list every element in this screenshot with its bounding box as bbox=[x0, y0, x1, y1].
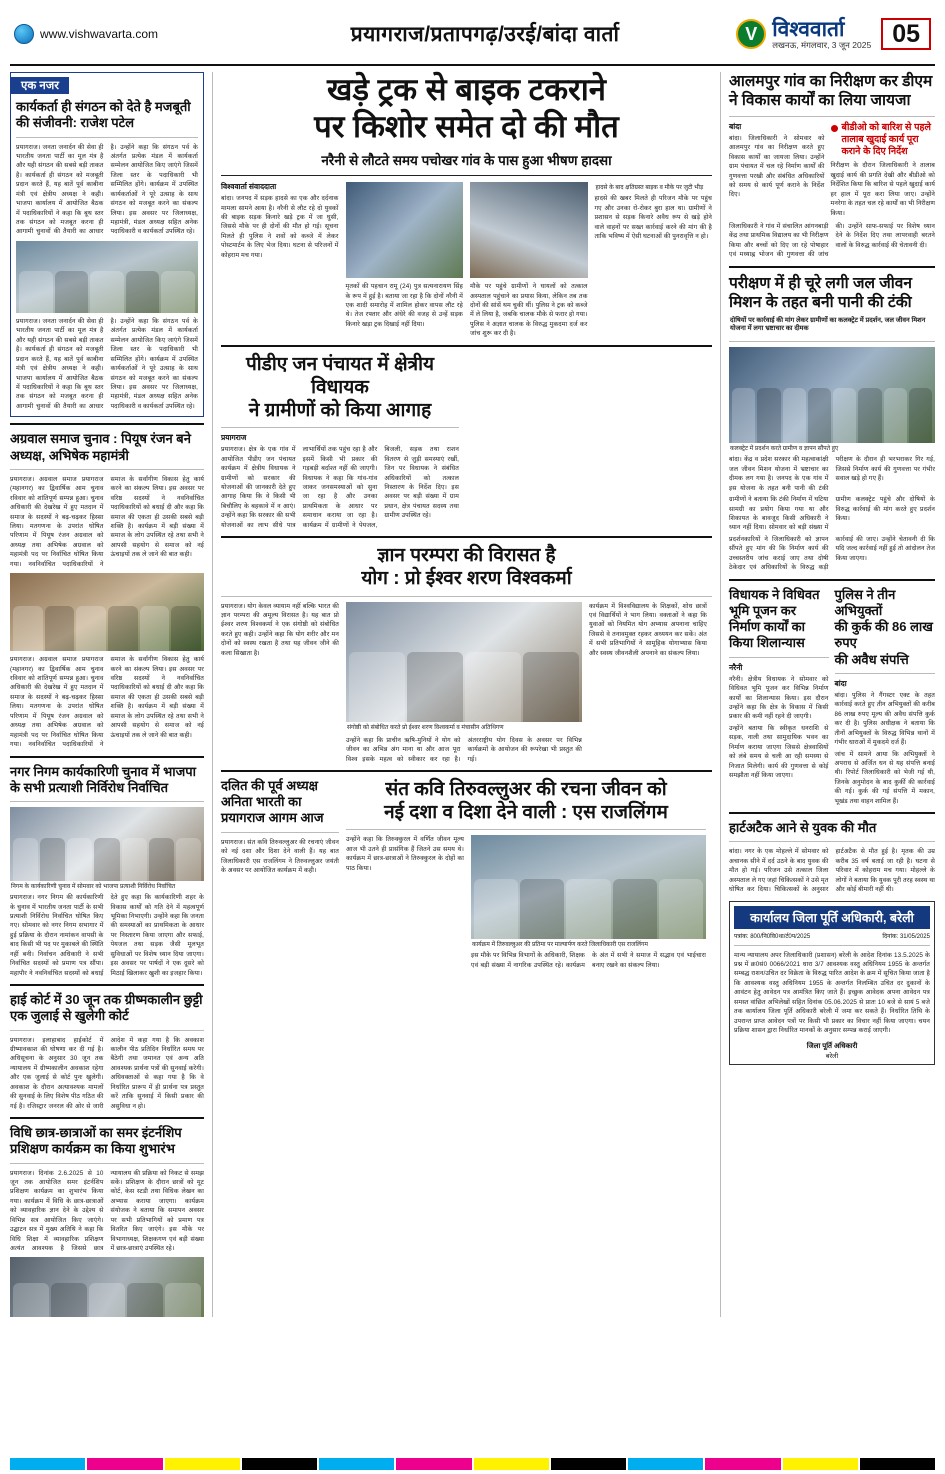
ek-nazar-box bbox=[10, 72, 204, 417]
lead-photo-2 bbox=[470, 182, 588, 278]
right-story-3-byline: नरैनी bbox=[729, 662, 743, 672]
left-story-2-headline: अग्रवाल समाज चुनाव : पियूष रंजन बने अध्यक्ष, अभिषेक महामंत्री bbox=[10, 431, 191, 463]
government-notice bbox=[729, 901, 935, 1065]
left-story-3-caption: निगम के कार्यकारिणी चुनाव में सोमवार को भाजपा प्रत्याशी निर्विरोध निर्वाचित bbox=[11, 884, 176, 890]
left-story-2-body: प्रयागराज। अग्रवाल समाज प्रयागराज (महानगर) का द्विवार्षिक आम चुनाव रविवार को शांतिपूर्ण सम्पन्न हुआ। चुनाव अधिकारी की देखरेख में हुए मतदान में समाज के सदस्यों ने बढ़-चढ़कर हिस्सा लिया। मतगणना के उपरांत घोषित परिणाम में पियूष रंजन अग्रवाल को अध्यक्ष तथा अभिषेक अग्रवाल को महामंत्री पद पर निर्वाचित घोषित किया गया। नवनिर्वाचित पदाधिकारियों ने समाज के सर्वांगीण विकास हेतु कार्य करने का संकल्प लिया। इस अवसर पर वरिष्ठ सदस्यों ने नवनिर्वाचित पदाधिकारियों को बधाई दी और कहा कि समाज की एकता ही उसकी सबसे बड़ी शक्ति है। कार्यक्रम में बड़ी संख्या में समाज के लोग उपस्थित रहे तथा सभी ने आपसी सहयोग से समाज को नई ऊंचाइयों तक ले जाने की बात कही। bbox=[10, 656, 204, 749]
lead-photo bbox=[346, 182, 464, 278]
left-story-3-photo bbox=[10, 807, 204, 881]
mid-story-4-col-1: प्रयागराज। संत कवि तिरुवल्लुअर की रचनाएं जीवन को नई दशा और दिशा देने वाली हैं। यह बात जिलाधिकारी एस राजलिंगम ने तिरुवल्लुअर जयंती के अवसर पर आयोजित कार्यक्रम में कही। bbox=[221, 838, 339, 875]
mid-story-3-col-3: कार्यक्रम में विश्वविद्यालय के शिक्षकों, शोध छात्रों एवं विद्यार्थियों ने भाग लिया। वक्ताओं ने कहा कि युवाओं को नियमित योग अभ्यास अपनाना चाहिए जिससे वे तनावमुक्त रहकर अध्ययन कर सकें। अंत में सभी प्रतिभागियों ने सामूहिक योगाभ्यास किया और स्वस्थ जीवनशैली अपनाने का संकल्प लिया। bbox=[589, 602, 707, 657]
lead-col-2: मृतकों की पहचान रामू (24) पुत्र सत्यनारायण सिंह के रूप में हुई है। बताया जा रहा है कि दोनों नरैनी में एक शादी समारोह में शामिल होकर वापस लौट रहे थे। तेज रफ्तार और अंधेरे की वजह से उन्हें सड़क किनारे खड़ा ट्रक दिखाई नहीं दिया। bbox=[345, 283, 463, 328]
right-story-2-subhead: दोषियों पर कार्रवाई की मांग लेकर ग्रामीणों का कलक्ट्रेट में प्रदर्शन, जल जीवन मिशन योजना में लगा भ्रष्टाचार का दीमक bbox=[730, 316, 926, 333]
mid-story-2-headline-line1: पीडीए जन पंचायत में क्षेत्रीय विधायक bbox=[245, 353, 435, 398]
publication-name: विश्ववार्ता bbox=[772, 17, 845, 41]
mid-story-4-caption: कार्यक्रम में तिरुवल्लुअर की प्रतिमा पर माल्यार्पण करते जिलाधिकारी एस राजलिंगम bbox=[472, 942, 648, 949]
masthead bbox=[10, 0, 935, 66]
logo-mark-icon: V bbox=[736, 19, 766, 49]
lead-byline: विश्ववार्ता संवाददाता bbox=[221, 182, 277, 192]
mid-story-4-kicker: दलित की पूर्व अध्यक्ष अनिता भारती का प्रयागराज आगम आज bbox=[221, 777, 324, 826]
middle-column bbox=[212, 72, 712, 1317]
left-story-5-body: प्रयागराज। दिनांक 2.6.2025 से 10 जून तक आयोजित समर इंटर्नशिप प्रशिक्षण कार्यक्रम का शुभारंभ किया गया। कार्यक्रम में विधि के छात्र-छात्राओं को व्यावहारिक ज्ञान देने के उद्देश्य से विभिन्न सत्र आयोजित किए जाएंगे। उद्घाटन सत्र में मुख्य अतिथि ने कहा कि विधि शिक्षा में व्यावहारिक प्रशिक्षण अत्यंत आवश्यक है जिससे छात्र न्यायालय की प्रक्रिया को निकट से समझ सकें। प्रशिक्षण के दौरान छात्रों को मूट कोर्ट, केस स्टडी तथा विधिक लेखन का अभ्यास कराया जाएगा। कार्यक्रम संयोजक ने बताया कि समापन अवसर पर सभी प्रतिभागियों को प्रमाण पत्र वितरित किए जाएंगे। इस मौके पर विभागाध्यक्ष, शिक्षकगण एवं बड़ी संख्या में छात्र-छात्राएं उपस्थित रहे। bbox=[10, 1169, 204, 1253]
left-story-5-headline: विधि छात्र-छात्राओं का समर इंटर्नशिप प्रशिक्षण कार्यक्रम का किया शुभारंभ bbox=[10, 1125, 182, 1157]
right-story-4-col-2: जांच में सामने आया कि अभियुक्तों ने अपराध से अर्जित धन से यह संपत्ति बनाई थी। रिपोर्ट जिलाधिकारी को भेजी गई थी, जिनके अनुमोदन के बाद कुर्की की कार्रवाई की गई। कुर्क की गई संपत्ति में मकान, भूखंड तथा वाहन शामिल हैं। bbox=[834, 750, 935, 805]
lead-col-3: मौके पर पहुंचे ग्रामीणों ने घायलों को तत्काल अस्पताल पहुंचाने का प्रयास किया, लेकिन तब तक दोनों की सांसें थम चुकी थीं। पुलिस ने ट्रक को कब्जे में ले लिया है, जबकि चालक मौके से फरार हो गया। पुलिस ने अज्ञात चालक के विरुद्ध मुकदमा दर्ज कर जांच शुरू कर दी है। bbox=[470, 283, 588, 338]
right-story-4-headline-line1: पुलिस ने तीन अभियुक्तों bbox=[834, 586, 896, 618]
mid-story-2-byline: प्रयागराज bbox=[221, 433, 247, 443]
mid-story-4-col-2: उन्होंने कहा कि तिरुक्कुरल में वर्णित जीवन मूल्य आज भी उतने ही प्रासंगिक हैं जितने उस समय थे। कार्यक्रम में छात्र-छात्राओं ने तिरुक्कुरल के दोहों का पाठ किया। bbox=[346, 836, 464, 872]
notice-ref-right: दिनांक: 31/05/2025 bbox=[882, 933, 930, 940]
notice-ref-left: पत्रांक: 800/नि0वि0था/र्ट0प/2025 bbox=[734, 933, 811, 940]
right-story-4-byline: बांदा bbox=[834, 678, 847, 688]
mid-story-2-headline-line2: ने ग्रामीणों को किया आगाह bbox=[248, 400, 432, 422]
left-column bbox=[10, 72, 204, 1317]
left-story-1-headline: कार्यकर्ता ही संगठन को देते है मजबूती की संजीवनी: राजेश पटेल bbox=[16, 99, 191, 131]
mid-story-3-col-1: प्रयागराज। योग केवल व्यायाम नहीं बल्कि भारत की ज्ञान परम्परा की अमूल्य विरासत है। यह बात प्रो ईश्वर शरण विश्वकर्मा ने एक संगोष्ठी को संबोधित करते हुए कही। उन्होंने कहा कि योग शरीर और मन दोनों को स्वस्थ रखता है तथा यह जीवन जीने की कला सिखाता है। bbox=[221, 602, 339, 657]
mid-story-3-headline-line2: योग : प्रो ईश्वर शरण विश्वकर्मा bbox=[361, 568, 572, 590]
mid-story-4-photo bbox=[471, 835, 706, 939]
publication-dateline: लखनऊ, मंगलवार, 3 जून 2025 bbox=[772, 39, 872, 50]
mid-story-2-body: प्रयागराज। क्षेत्र के एक गांव में आयोजित पीडीए जन पंचायत कार्यक्रम में क्षेत्रीय विधायक ने ग्रामीणों को सरकार की योजनाओं की जानकारी देते हुए आगाह किया कि वे किसी भी बिचौलिए के बहकावे में न आएं। उन्होंने कहा कि सरकार की सभी योजनाओं का लाभ सीधे पात्र लाभार्थियों तक पहुंच रहा है और इसमें किसी भी प्रकार की गड़बड़ी बर्दाश्त नहीं की जाएगी। विधायक ने कहा कि गांव-गांव जाकर जनसमस्याओं को सुना जा रहा है और उनका प्राथमिकता के आधार पर समाधान कराया जा रहा है। कार्यक्रम में ग्रामीणों ने पेयजल, बिजली, सड़क तथा राशन वितरण से जुड़ी समस्याएं रखीं, जिन पर विधायक ने संबंधित अधिकारियों को तत्काल निस्तारण के निर्देश दिए। इस अवसर पर बड़ी संख्या में ग्राम प्रधान, क्षेत्र पंचायत सदस्य तथा ग्रामीण उपस्थित रहे। bbox=[221, 446, 459, 529]
masthead-website[interactable] bbox=[14, 24, 234, 44]
edition-line-wrap bbox=[234, 20, 736, 48]
right-story-3-headline-line2: निर्माण कार्यों का किया शिलान्यास bbox=[729, 619, 805, 651]
left-story-1-photo bbox=[16, 241, 198, 313]
lead-subhead: नरैनी से लौटते समय पचोखर गांव के पास हुआ भीषण हादसा bbox=[321, 153, 612, 169]
right-story-1-col-1: बांदा। जिलाधिकारी ने सोमवार को आलमपुर गांव का निरीक्षण करते हुए विकास कार्यों का जायजा लिया। उन्होंने ग्राम पंचायत में चल रहे निर्माण कार्यों की गुणवत्ता परखी और संबंधित अधिकारियों को समय से कार्य पूर्ण कराने के निर्देश दिए। bbox=[729, 134, 825, 199]
right-story-5-body: बांदा। नगर के एक मोहल्ले में सोमवार को अचानक सीने में दर्द उठने के बाद युवक की मौत हो गई। परिजन उसे तत्काल जिला अस्पताल ले गए जहां चिकित्सकों ने उसे मृत घोषित कर दिया। चिकित्सकों के अनुसार हार्टअटैक से मौत हुई है। मृतक की उम्र करीब 35 वर्ष बताई जा रही है। घटना से परिवार में कोहराम मच गया। मोहल्ले के लोगों ने बताया कि युवक पूरी तरह स्वस्थ था और कोई बीमारी नहीं थी। bbox=[729, 848, 935, 894]
mid-story-4-kicker-col bbox=[221, 778, 339, 970]
right-story-1-headline-line1: आलमपुर गांव का निरीक्षण कर डीएम bbox=[729, 73, 933, 90]
lead-col-4: हादसे की खबर मिलते ही परिजन मौके पर पहुंच गए और उनका रो-रोकर बुरा हाल था। ग्रामीणों ने प्रशासन से सड़क किनारे अवैध रूप से खड़े होने वाले वाहनों पर सख्त कार्रवाई करने की मांग की है ताकि भविष्य में ऐसी घटनाओं की पुनरावृत्ति न हो। bbox=[594, 195, 712, 240]
lead-headline-line2: पर किशोर समेत दो की मौत bbox=[314, 108, 619, 144]
right-story-1-bullet-text: बीडीओ को बारिश से पहले तालाब खुदाई कार्य पूरा कराने के दिए निर्देश bbox=[841, 121, 931, 157]
ek-nazar-tag: एक नजर bbox=[11, 77, 69, 94]
globe-icon bbox=[14, 24, 34, 44]
website-url[interactable]: www.vishwavarta.com bbox=[40, 27, 159, 41]
right-story-5-headline: हार्टअटैक आने से युवक की मौत bbox=[729, 820, 877, 836]
notice-signature: जिला पूर्ति अधिकारी bbox=[806, 1042, 858, 1050]
right-story-2-headline: परीक्षण में ही चूरे लगी जल जीवन मिशन के तहत बनी पानी की टंकी bbox=[729, 274, 913, 312]
left-story-2-intro: प्रयागराज। अग्रवाल समाज प्रयागराज (महानगर) का द्विवार्षिक आम चुनाव रविवार को शांतिपूर्ण सम्पन्न हुआ। चुनाव अधिकारी की देखरेख में हुए मतदान में समाज के सदस्यों ने बढ़-चढ़कर हिस्सा लिया। मतगणना के उपरांत घोषित परिणाम में पियूष रंजन अग्रवाल को अध्यक्ष तथा अभिषेक अग्रवाल को महामंत्री पद पर निर्वाचित घोषित किया गया। नवनिर्वाचित पदाधिकारियों ने समाज के सर्वांगीण विकास हेतु कार्य करने का संकल्प लिया। इस अवसर पर वरिष्ठ सदस्यों ने नवनिर्वाचित पदाधिकारियों को बधाई दी और कहा कि समाज की एकता ही उसकी सबसे बड़ी शक्ति है। कार्यक्रम में बड़ी संख्या में समाज के लोग उपस्थित रहे तथा सभी ने आपसी सहयोग से समाज को नई ऊंचाइयों तक ले जाने की बात कही। bbox=[10, 475, 204, 568]
right-story-2-photo bbox=[729, 347, 935, 443]
right-story-2-col-1: बांदा। केंद्र व प्रदेश सरकार की महत्वाकांक्षी जल जीवन मिशन योजना में भ्रष्टाचार का दीमक लग गया है। जनपद के एक गांव में इस योजना के तहत बनी पानी की टंकी परीक्षण के दौरान ही भरभराकर गिर गई, जिससे निर्माण कार्य की गुणवत्ता पर गंभीर सवाल खड़े हो गए हैं। bbox=[729, 456, 935, 492]
left-story-4-headline: हाई कोर्ट में 30 जून तक ग्रीष्मकालीन छुट्टी एक जुलाई से खुलेगी कोर्ट bbox=[10, 992, 203, 1024]
masthead-right bbox=[736, 18, 931, 51]
left-story-5-photo bbox=[10, 1257, 204, 1317]
left-story-1-body-cont: प्रयागराज। जनता जनार्दन की सेवा ही भारतीय जनता पार्टी का मूल मंत्र है और यही संगठन की सबसे बड़ी ताकत है। कार्यकर्ता ही संगठन को मजबूती प्रदान करते हैं, यह बातें पूर्व काबीना मंत्री एवं क्षेत्रीय अध्यक्ष ने कही। भाजपा कार्यालय में आयोजित बैठक में पदाधिकारियों ने कहा कि बूथ स्तर तक संगठन को मजबूत करना ही आगामी चुनावों की तैयारी का आधार है। उन्होंने कहा कि संगठन पर्व के अंतर्गत प्रत्येक मंडल में कार्यकर्ता सम्मेलन आयोजित किए जाएंगे जिसमें जिला स्तर के पदाधिकारी भी सम्मिलित होंगे। कार्यक्रम में उपस्थित कार्यकर्ताओं ने पूरे उत्साह के साथ संगठन को मजबूत करने का संकल्प लिया। इस अवसर पर जिलाध्यक्ष, महामंत्री, मंडल अध्यक्ष सहित अनेक पदाधिकारी व कार्यकर्ता उपस्थित रहे। bbox=[16, 317, 198, 410]
right-story-2-col-2: ग्रामीणों ने बताया कि टंकी निर्माण में घटिया सामग्री का प्रयोग किया गया था और शिकायत के बावजूद किसी अधिकारी ने ध्यान नहीं दिया। सोमवार को बड़ी संख्या में ग्रामीण कलक्ट्रेट पहुंचे और दोषियों के विरुद्ध कार्रवाई की मांग करते हुए प्रदर्शन किया। bbox=[729, 496, 935, 532]
page-number: 05 bbox=[881, 18, 931, 51]
left-story-1-body: प्रयागराज। जनता जनार्दन की सेवा ही भारतीय जनता पार्टी का मूल मंत्र है और यही संगठन की सबसे बड़ी ताकत है। कार्यकर्ता ही संगठन को मजबूती प्रदान करते हैं, यह बातें पूर्व काबीना मंत्री एवं क्षेत्रीय अध्यक्ष ने कही। भाजपा कार्यालय में आयोजित बैठक में पदाधिकारियों ने कहा कि बूथ स्तर तक संगठन को मजबूत करना ही आगामी चुनावों की तैयारी का आधार है। उन्होंने कहा कि संगठन पर्व के अंतर्गत प्रत्येक मंडल में कार्यकर्ता सम्मेलन आयोजित किए जाएंगे जिसमें जिला स्तर के पदाधिकारी भी सम्मिलित होंगे। कार्यक्रम में उपस्थित कार्यकर्ताओं ने पूरे उत्साह के साथ संगठन को मजबूत करने का संकल्प लिया। इस अवसर पर जिलाध्यक्ष, महामंत्री, मंडल अध्यक्ष सहित अनेक पदाधिकारी व कार्यकर्ता उपस्थित रहे। bbox=[16, 143, 198, 236]
red-dot-icon bbox=[831, 125, 838, 132]
right-story-4-headline-line3: की अवैध संपत्ति bbox=[834, 651, 909, 667]
right-story-1-col-3: जिलाधिकारी ने गांव में संचालित आंगनबाड़ी केंद्र तथा प्राथमिक विद्यालय का भी निरीक्षण किया और बच्चों को दिए जा रहे पोषाहार एवं मध्याह्न भोजन की गुणवत्ता की जांच की। उन्होंने साफ-सफाई पर विशेष ध्यान देने के निर्देश दिए तथा लापरवाही बरतने वालों के विरुद्ध कार्रवाई की चेतावनी दी। bbox=[729, 223, 935, 259]
right-story-3-col-2: उन्होंने बताया कि स्वीकृत धनराशि से सड़क, नाली तथा सामुदायिक भवन का निर्माण कराया जाएगा जिससे क्षेत्रवासियों को लंबे समय से चली आ रही समस्या से निजात मिलेगी। कार्य की गुणवत्ता से कोई समझौता नहीं किया जाएगा। bbox=[729, 724, 829, 779]
publication-logo bbox=[736, 19, 871, 50]
notice-signature-sub: बरेली bbox=[825, 1052, 839, 1060]
mid-story-4-col-3: इस मौके पर विभिन्न विभागों के अधिकारी, शिक्षक एवं बड़ी संख्या में नागरिक उपस्थित रहे। कार्यक्रम के अंत में सभी ने समाज में सद्भाव एवं भाईचारा बनाए रखने का संकल्प लिया। bbox=[471, 952, 706, 969]
mid-story-3-headline-line1: ज्ञान परम्परा की विरासत है bbox=[377, 545, 556, 567]
mid-story-3-col-2: उन्होंने कहा कि प्राचीन ऋषि-मुनियों ने योग को जीवन का अभिन्न अंग माना था और आज पूरा विश्व इसके महत्व को स्वीकार कर रहा है। अंतरराष्ट्रीय योग दिवस के अवसर पर विभिन्न कार्यक्रमों के आयोजन की रूपरेखा भी प्रस्तुत की गई। bbox=[346, 736, 582, 763]
left-story-3-body: प्रयागराज। नगर निगम की कार्यकारिणी के चुनाव में भारतीय जनता पार्टी के सभी प्रत्याशी निर्विरोध निर्वाचित घोषित किए गए। सोमवार को नगर निगम सभागार में हुई प्रक्रिया के दौरान नामांकन वापसी के बाद किसी भी पद पर मुकाबले की स्थिति नहीं बनी। निर्वाचन अधिकारी ने सभी निर्वाचित सदस्यों को प्रमाण पत्र सौंपा। महापौर ने नवनिर्वाचित सदस्यों को बधाई देते हुए कहा कि कार्यकारिणी शहर के विकास कार्यों को गति देने में महत्वपूर्ण भूमिका निभाएगी। उन्होंने कहा कि जनता की समस्याओं का प्राथमिकता के आधार पर निस्तारण किया जाएगा और सफाई, पेयजल तथा सड़क जैसी मूलभूत सुविधाओं पर विशेष ध्यान दिया जाएगा। इस अवसर पर पार्षदों ने एक दूसरे को मिठाई खिलाकर खुशी का इजहार किया। bbox=[10, 894, 204, 977]
right-story-4-headline-line2: की कुर्क की 86 लाख रुपए bbox=[834, 619, 933, 651]
color-registration-bar bbox=[10, 1458, 935, 1470]
left-story-4-body: प्रयागराज। इलाहाबाद हाईकोर्ट में ग्रीष्मावकाश की घोषणा कर दी गई है। अधिसूचना के अनुसार 30 जून तक न्यायालय में ग्रीष्मकालीन अवकाश रहेगा और एक जुलाई से कोर्ट पुनः खुलेगी। अवकाश के दौरान अत्यावश्यक मामलों की सुनवाई के लिए विशेष पीठ गठित की गई है। रजिस्ट्रार जनरल की ओर से जारी आदेश में कहा गया है कि अवकाश कालीन पीठ प्रतिदिन निर्धारित समय पर बैठेगी तथा जमानत एवं अन्य अति आवश्यक प्रार्थना पत्रों की सुनवाई करेगी। अधिवक्ताओं से कहा गया है कि वे निर्धारित प्रारूप में ही प्रार्थना पत्र प्रस्तुत करें ताकि सुनवाई में किसी प्रकार की असुविधा न हो। bbox=[10, 1036, 204, 1110]
mid-story-4-headline-line2: नई दशा व दिशा देने वाली : एस राजलिंगम bbox=[384, 802, 668, 824]
right-story-2-caption: कलक्ट्रेट में प्रदर्शन करते ग्रामीण व ज्ञापन सौंपते हुए bbox=[730, 446, 839, 453]
edition-line: प्रयागराज/प्रतापगढ़/उरई/बांदा वार्ता bbox=[350, 23, 620, 46]
page-content bbox=[10, 66, 935, 1317]
right-story-2-col-3: प्रदर्शनकारियों ने जिलाधिकारी को ज्ञापन सौंपते हुए मांग की कि निर्माण कार्य की उच्चस्तरीय जांच कराई जाए तथा दोषी ठेकेदार एवं अधिकारियों के विरुद्ध कड़ी कार्रवाई की जाए। उन्होंने चेतावनी दी कि यदि जल्द कार्रवाई नहीं हुई तो आंदोलन तेज किया जाएगा। bbox=[729, 535, 935, 572]
right-story-3-headline-line1: विधायक ने विधिवत भूमि पूजन कर bbox=[729, 586, 820, 618]
right-story-1-bullet bbox=[831, 122, 935, 158]
mid-story-3-caption: संगोष्ठी को संबोधित करते प्रो ईश्वर शरण विश्वकर्मा व मंचासीन अतिथिगण bbox=[347, 724, 504, 731]
left-story-3-headline: नगर निगम कार्यकारिणी चुनाव में भाजपा के सभी प्रत्याशी निर्विरोध निर्वाचित bbox=[10, 763, 197, 795]
mid-story-4-headline-line1: संत कवि तिरुवल्लुअर की रचना जीवन को bbox=[385, 778, 667, 800]
lead-photo-caption: हादसे के बाद क्षतिग्रस्त बाइक व मौके पर जुटी भीड़ bbox=[595, 185, 704, 192]
notice-body: मान्य न्यायालय अपर जिलाधिकारी (प्रशासन) बरेली के आदेश दिनांक 13.5.2025 के प्रश्न में क्र0सं0 0066/2021 धारा 3/7 आवश्यक वस्तु अधिनियम 1955 के अन्तर्गत सम्बद्ध राशन/उचित दर विक्रेता के विरुद्ध पारित आदेश के क्रम में सूचित किया जाता है कि आवश्यक वस्तु अधिनियम 1955 के अन्तर्गत निलम्बित उचित दर दुकानों के आवंटन हेतु आवेदन पत्र आमंत्रित किए जाते हैं। इच्छुक आवेदक अपना आवेदन पत्र समस्त वांछित अभिलेखों सहित दिनांक 05.06.2025 से प्रातः 10 बजे से सायं 5 बजे तक कार्यालय जिला पूर्ति अधिकारी बरेली में जमा कर सकते हैं। निर्धारित तिथि के उपरान्त प्राप्त आवेदन पत्रों पर किसी भी प्रकार का विचार नहीं किया जाएगा। चयन प्रक्रिया शासन द्वारा निर्धारित मानकों के अनुसार सम्पन्न कराई जाएगी। bbox=[734, 951, 930, 1035]
right-story-1-col-2: निरीक्षण के दौरान जिलाधिकारी ने तालाब खुदाई कार्य की प्रगति देखी और बीडीओ को निर्देशित किया कि बारिश से पहले खुदाई कार्य हर हाल में पूरा करा लिया जाए। उन्होंने मनरेगा के तहत चल रहे कार्यों का भी निरीक्षण किया। bbox=[830, 162, 935, 217]
right-story-3-col-1: नरैनी। क्षेत्रीय विधायक ने सोमवार को विधिवत भूमि पूजन कर विभिन्न निर्माण कार्यों का शिलान्यास किया। इस दौरान उन्होंने कहा कि क्षेत्र के विकास में किसी प्रकार की कमी नहीं रहने दी जाएगी। bbox=[729, 675, 829, 721]
mid-story-3-photo bbox=[346, 602, 582, 722]
right-column bbox=[720, 72, 935, 1317]
right-story-4-col-1: बांदा। पुलिस ने गैंगस्टर एक्ट के तहत कार्रवाई करते हुए तीन अभियुक्तों की करीब 86 लाख रुपए मूल्य की अवैध संपत्ति कुर्क कर दी है। पुलिस अधीक्षक ने बताया कि तीनों अभियुक्तों के विरुद्ध विभिन्न थानों में गंभीर धाराओं में मुकदमे दर्ज हैं। bbox=[834, 691, 935, 747]
right-story-1-byline: बांदा bbox=[729, 121, 742, 131]
right-story-1-headline-line2: ने विकास कार्यों का लिया जायजा bbox=[729, 92, 911, 110]
lead-headline-line1: खड़े ट्रक से बाइक टकराने bbox=[327, 72, 606, 107]
left-story-2-photo bbox=[10, 573, 204, 651]
lead-col-1: बांदा। जनपद में सड़क हादसे का एक और दर्दनाक मामला सामने आया है। नरैनी से लौट रहे दो युवकों की बाइक सड़क किनारे खड़े ट्रक में जा घुसी, जिससे मौके पर ही दोनों की मौत हो गई। सूचना मिलते ही पुलिस ने शवों को कब्जे में लेकर पोस्टमार्टम के लिए भेज दिया। घटना से परिजनों में कोहराम मच गया। bbox=[221, 195, 339, 259]
notice-title: कार्यालय जिला पूर्ति अधिकारी, बरेली bbox=[734, 906, 930, 929]
